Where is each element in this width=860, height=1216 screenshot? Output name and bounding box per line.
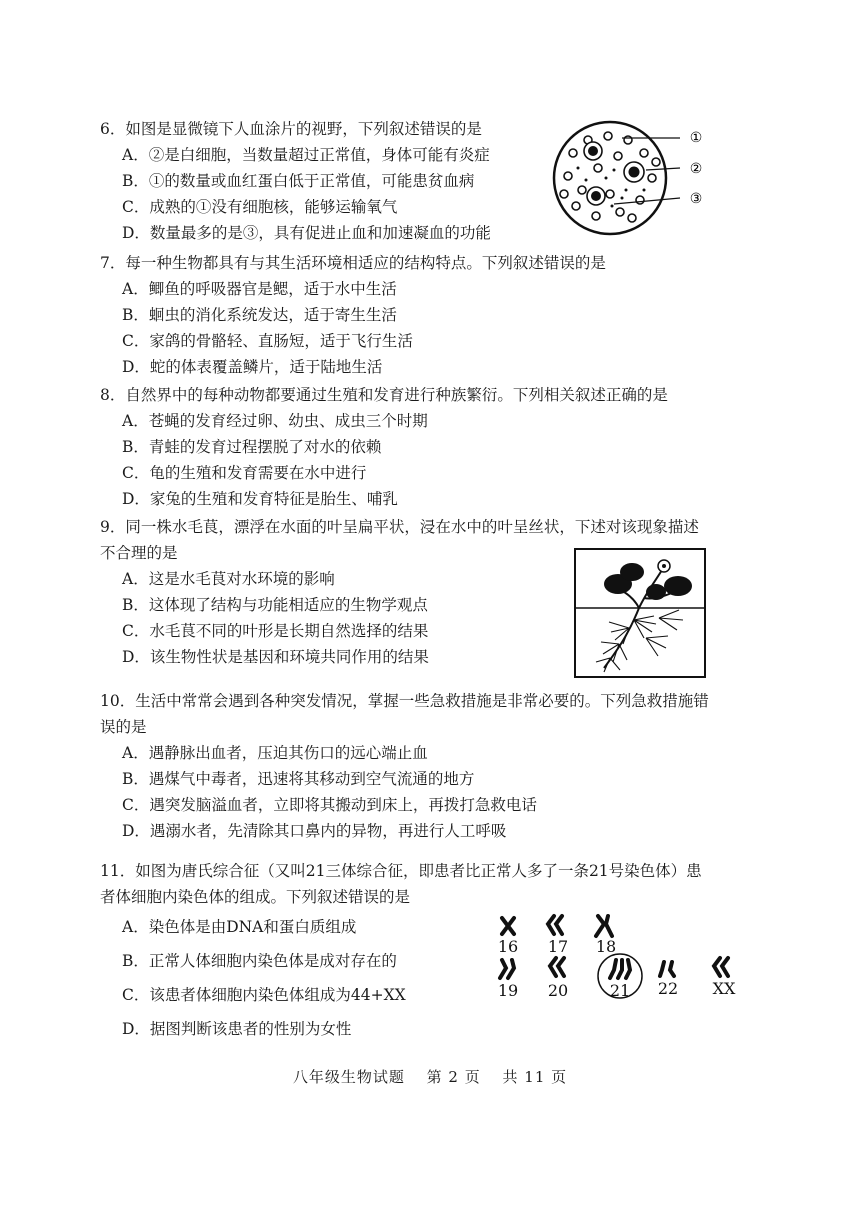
- chromosome-label-18: 18: [595, 937, 617, 956]
- question-9-option-d: D．该生物性状是基因和环境共同作用的结果: [122, 648, 429, 666]
- page-footer: [0, 1066, 860, 1087]
- chromosome-label-xx: XX: [712, 979, 736, 998]
- question-6-option-b: B．①的数量或血红蛋白低于正常值，可能患贫血病: [122, 172, 475, 190]
- question-6: [100, 116, 491, 246]
- question-6-option-a: A．②是白细胞，当数量超过正常值，身体可能有炎症: [122, 146, 490, 164]
- question-11-option-a: A．染色体是由DNA和蛋白质组成: [122, 918, 357, 936]
- question-10-stem-cont: 误的是: [100, 718, 147, 736]
- figure-label-3: ③: [689, 191, 703, 207]
- question-8: [100, 382, 668, 512]
- footer-page-number: 第 2 页: [426, 1068, 481, 1086]
- chromosome-label-20: 20: [547, 981, 569, 1000]
- question-8-option-c: C．龟的生殖和发育需要在水中进行: [122, 464, 367, 482]
- question-8-stem: 8．自然界中的每种动物都要通过生殖和发育进行种族繁衍。下列相关叙述正确的是: [100, 386, 668, 404]
- question-6-option-d: D．数量最多的是③，具有促进止血和加速凝血的功能: [122, 224, 491, 242]
- question-7: [100, 250, 606, 380]
- blood-smear-figure: [548, 118, 718, 238]
- question-11-stem: 11．如图为唐氏综合征（又叫21三体综合征，即患者比正常人多了一条21号染色体）患: [100, 862, 702, 880]
- question-8-option-b: B．青蛙的发育过程摆脱了对水的依赖: [122, 438, 382, 456]
- question-11-option-c: C．该患者体细胞内染色体组成为44+XX: [122, 986, 406, 1004]
- question-9-option-c: C．水毛茛不同的叶形是长期自然选择的结果: [122, 622, 429, 640]
- question-9-stem: 9．同一株水毛茛，漂浮在水面的叶呈扁平状，浸在水中的叶呈丝状，下述对该现象描述: [100, 518, 699, 536]
- question-8-option-d: D．家兔的生殖和发育特征是胎生、哺乳: [122, 490, 398, 508]
- question-11-stem-cont: 者体细胞内染色体的组成。下列叙述错误的是: [100, 888, 411, 906]
- question-7-option-c: C．家鸽的骨骼轻、直肠短，适于飞行生活: [122, 332, 413, 350]
- question-6-stem: 6．如图是显微镜下人血涂片的视野，下列叙述错误的是: [100, 120, 482, 138]
- water-buttercup-figure: [574, 548, 706, 678]
- question-7-stem: 7．每一种生物都具有与其生活环境相适应的结构特点。下列叙述错误的是: [100, 254, 606, 272]
- question-11-option-d: D．据图判断该患者的性别为女性: [122, 1020, 352, 1038]
- chromosome-label-22: 22: [657, 979, 679, 998]
- footer-subject: 八年级生物试题: [292, 1068, 405, 1086]
- question-8-option-a: A．苍蝇的发育经过卵、幼虫、成虫三个时期: [122, 412, 428, 430]
- question-10-option-d: D．遇溺水者，先清除其口鼻内的异物，再进行人工呼吸: [122, 822, 507, 840]
- question-9-option-a: A．这是水毛茛对水环境的影响: [122, 570, 335, 588]
- footer-total-pages: 共 11 页: [502, 1068, 568, 1086]
- question-7-option-d: D．蛇的体表覆盖鳞片，适于陆地生活: [122, 358, 383, 376]
- question-10-option-a: A．遇静脉出血者，压迫其伤口的远心端止血: [122, 744, 428, 762]
- question-10-option-c: C．遇突发脑溢血者，立即将其搬动到床上，再拨打急救电话: [122, 796, 537, 814]
- question-10: [100, 688, 709, 844]
- chromosome-label-19: 19: [497, 981, 519, 1000]
- chromosome-label-16: 16: [497, 937, 519, 956]
- question-9-stem-cont: 不合理的是: [100, 544, 178, 562]
- karyotype-figure: [488, 912, 748, 1008]
- question-6-option-c: C．成熟的①没有细胞核，能够运输氧气: [122, 198, 398, 216]
- question-10-stem: 10．生活中常常会遇到各种突发情况，掌握一些急救措施是非常必要的。下列急救措施错: [100, 692, 709, 710]
- question-10-option-b: B．遇煤气中毒者，迅速将其移动到空气流通的地方: [122, 770, 475, 788]
- chromosome-label-17: 17: [547, 937, 569, 956]
- question-7-option-b: B．蛔虫的消化系统发达，适于寄生生活: [122, 306, 397, 324]
- figure-label-2: ②: [689, 161, 703, 177]
- question-9-option-b: B．这体现了结构与功能相适应的生物学观点: [122, 596, 428, 614]
- figure-label-1: ①: [689, 130, 703, 146]
- chromosome-label-21: 21: [609, 981, 631, 1000]
- question-7-option-a: A．鲫鱼的呼吸器官是鳃，适于水中生活: [122, 280, 397, 298]
- question-11-option-b: B．正常人体细胞内染色体是成对存在的: [122, 952, 397, 970]
